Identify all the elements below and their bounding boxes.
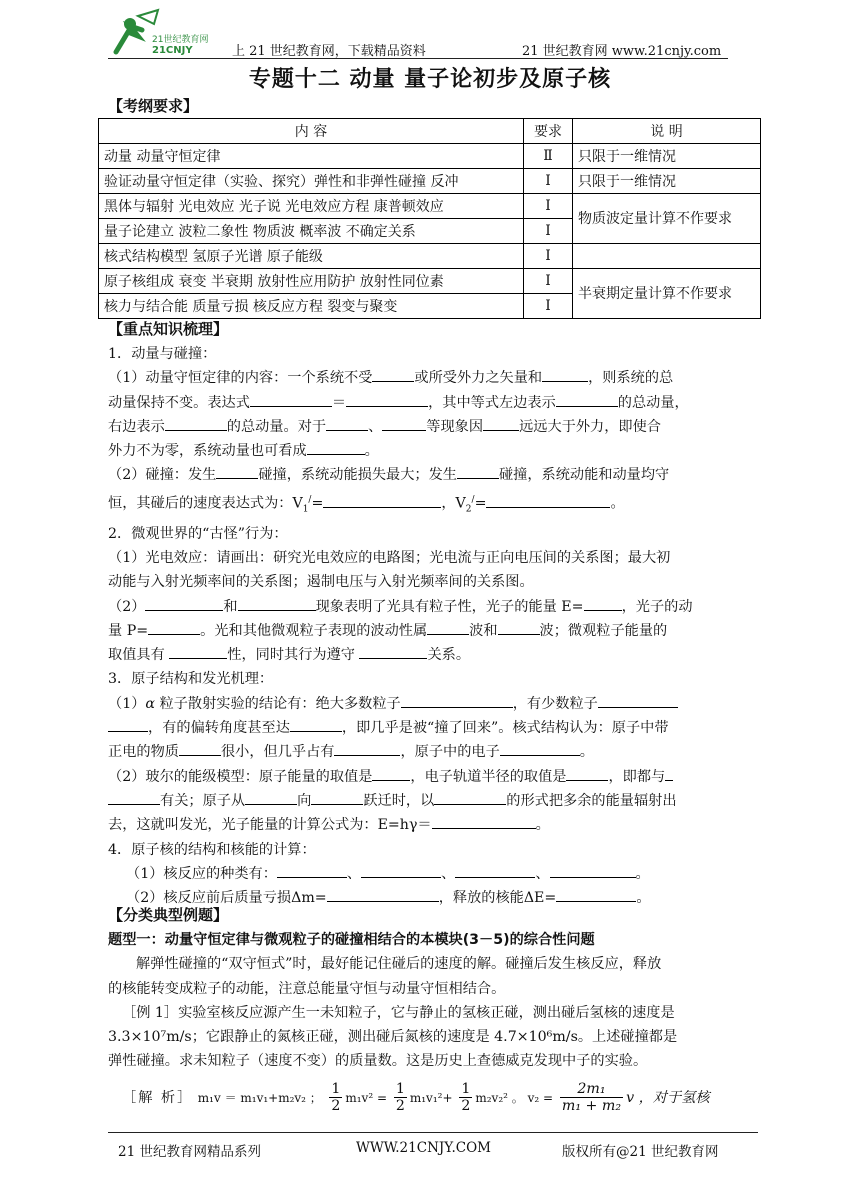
header-note: 说 明	[573, 119, 761, 144]
type-heading: 题型一：动量守恒定律与微观粒子的碰撞相结合的本模块(3－5)的综合性问题	[108, 932, 595, 948]
header-left: 上 21 世纪教育网，下载精品资料	[232, 44, 426, 59]
row-note	[573, 244, 761, 269]
row-note: 半衰期定量计算不作要求	[573, 269, 761, 319]
row-content: 验证动量守恒定律（实验、探究）弹性和非弹性碰撞 反冲	[99, 169, 524, 194]
footer-right: 版权所有@21 世纪教育网	[562, 1144, 719, 1160]
row-req: Ⅰ	[524, 244, 573, 269]
row-req: Ⅰ	[524, 269, 573, 294]
row-note: 只限于一维情况	[573, 144, 761, 169]
footer-left: 21 世纪教育网精品系列	[118, 1144, 261, 1160]
footer-center: WWW.21CNJY.COM	[356, 1140, 491, 1156]
footer-rule	[108, 1132, 758, 1133]
table-row	[99, 269, 761, 294]
requirements-table	[98, 118, 761, 319]
svg-text:21CNJY: 21CNJY	[152, 45, 193, 56]
heading-4: 4．原子核的结构和核能的计算：	[108, 841, 316, 858]
row-content: 核式结构模型 氢原子光谱 原子能级	[99, 244, 524, 269]
section-knowledge: 【重点知识梳理】	[108, 320, 229, 338]
table-row	[99, 244, 761, 269]
header-req: 要求	[524, 119, 573, 144]
row-content: 原子核组成 衰变 半衰期 放射性应用防护 放射性同位素	[99, 269, 524, 294]
header-right: 21 世纪教育网 www.21cnjy.com	[522, 44, 722, 59]
table-header-row	[99, 119, 761, 144]
heading-1: 1．动量与碰撞：	[108, 346, 217, 362]
row-content: 动量 动量守恒定律	[99, 144, 524, 169]
site-logo	[108, 6, 218, 58]
example-1: ［例 1］实验室核反应源产生一未知粒子，它与静止的氢核正碰，测出碰后氢核的速度是	[122, 1004, 675, 1021]
table-row	[99, 169, 761, 194]
row-req: Ⅰ	[524, 169, 573, 194]
row-req: Ⅰ	[524, 194, 573, 219]
section-outline: 【考纲要求】	[108, 97, 199, 115]
svg-text:21世纪教育网: 21世纪教育网	[152, 35, 209, 45]
row-note: 只限于一维情况	[573, 169, 761, 194]
table-row	[99, 144, 761, 169]
heading-3: 3．原子结构和发光机理：	[108, 671, 274, 688]
heading-2: 2．微观世界的“古怪”行为：	[108, 525, 288, 542]
row-req: Ⅰ	[524, 219, 573, 244]
section-examples: 【分类典型例题】	[108, 906, 229, 924]
header-rule	[108, 58, 728, 59]
row-content: 量子论建立 波粒二象性 物质波 概率波 不确定关系	[99, 219, 524, 244]
knowledge-body: 1．动量与碰撞： （1）动量守恒定律的内容：一个系统不受 或所受外力之矢量和 ，则系统的总 动量保持不变。表达式 ＝ ，其中等式左边表示 的总动量， 右边表示 的总动量。对于 、 等现象因 远远大于外力，即使合 外力不为零，系统动量也可看成 。 （2）碰撞：发生 碰撞，系统动能损失最大；发生 碰撞，系统动能和动量均守 恒，其碰后的速度表达式为：$V_1^/=$ ，$V_2^/=$ 。 2．微观世界的“古怪”行为： （1）光电效应：请画出：研究光电效应的电路图；光电流与正向电压间的关系图；最大初 动能与入射光频率间的关系图；遏制电压与入射光频率间的关系图。 （2） 和 现象表明了光具有粒子性，光子的能量 E= ，光子的动 量 P= 。光和其他微观粒子表现的波动性属 波和 波；微观粒子能量的 取值具有 性，同时其行为遵守 关系。 3．原子结构和发光机理： （1）α 粒子散射实验的结论有：绝大多数粒子 ，有少数粒子 ，有的偏转角度甚至达 ，即几乎是被“撞了回来”。核式结构认为：原子中带 正电的物质 很小，但几乎占有 ，原子中的电子 。 （2）玻尔的能级模型：原子能量的取值是 ，电子轨道半径的取值是 ，即都与 有关；原子从 向 跃迁时，以 的形式把多余的能量辐射出 去，这就叫发光，光子能量的计算公式为：E=hγ＝ 。 4．原子核的结构和核能的计算： （1）核反应的种类有： 、 、 、 。 （2）核反应前后质量亏损Δm= ，释放的核能ΔE= 。	[108, 342, 764, 910]
row-req: Ⅱ	[524, 144, 573, 169]
examples-body: 题型一：动量守恒定律与微观粒子的碰撞相结合的本模块(3－5)的综合性问题 解弹性碰撞的“双守恒式”时，最好能记住碰后的速度的解。碰撞后发生核反应，释放 的核能转变成粒子的动能，注意总能量守恒与动量守恒相结合。 ［例 1］实验室核反应源产生一未知粒子，它与静止的氢核正碰，测出碰后氢核的速度是 3.3×10⁷m/s；它跟静止的氮核正碰，测出碰后氮核的速度是 4.7×10⁶m/s。上述碰撞都是 弹性碰撞。求未知粒子（速度不变）的质量数。这是历史上查德威克发现中子的实验。 ［解 析］ m₁v ＝ m₁v₁+m₂v₂ ； $\frac{1}{2}$ m₁v² = $\frac{1}{2}$ m₁v₁²+ $\frac{1}{2}$ m₂v₂² 。 v₂ = $\frac{\text{2m₁}}{\text{m₁ + m₂}}$ v ，对于氢核	[108, 928, 764, 1118]
table-row	[99, 194, 761, 219]
row-note: 物质波定量计算不作要求	[573, 194, 761, 244]
row-content: 核力与结合能 质量亏损 核反应方程 裂变与聚变	[99, 294, 524, 319]
header-content: 内 容	[99, 119, 524, 144]
row-req: Ⅰ	[524, 294, 573, 319]
row-content: 黑体与辐射 光电效应 光子说 光电效应方程 康普顿效应	[99, 194, 524, 219]
page-title: 专题十二 动量 量子论初步及原子核	[248, 67, 612, 92]
solution: ［解 析］ m₁v ＝ m₁v₁+m₂v₂ ； $\frac{1}{2}$ m₁v² = $\frac{1}{2}$ m₁v₁²+ $\frac{1}{2}$ m₂v₂² 。 v₂ = $\frac{\text{2m₁}}{\text{m₁ + m₂}}$ v ，对于氢核	[122, 1081, 710, 1115]
